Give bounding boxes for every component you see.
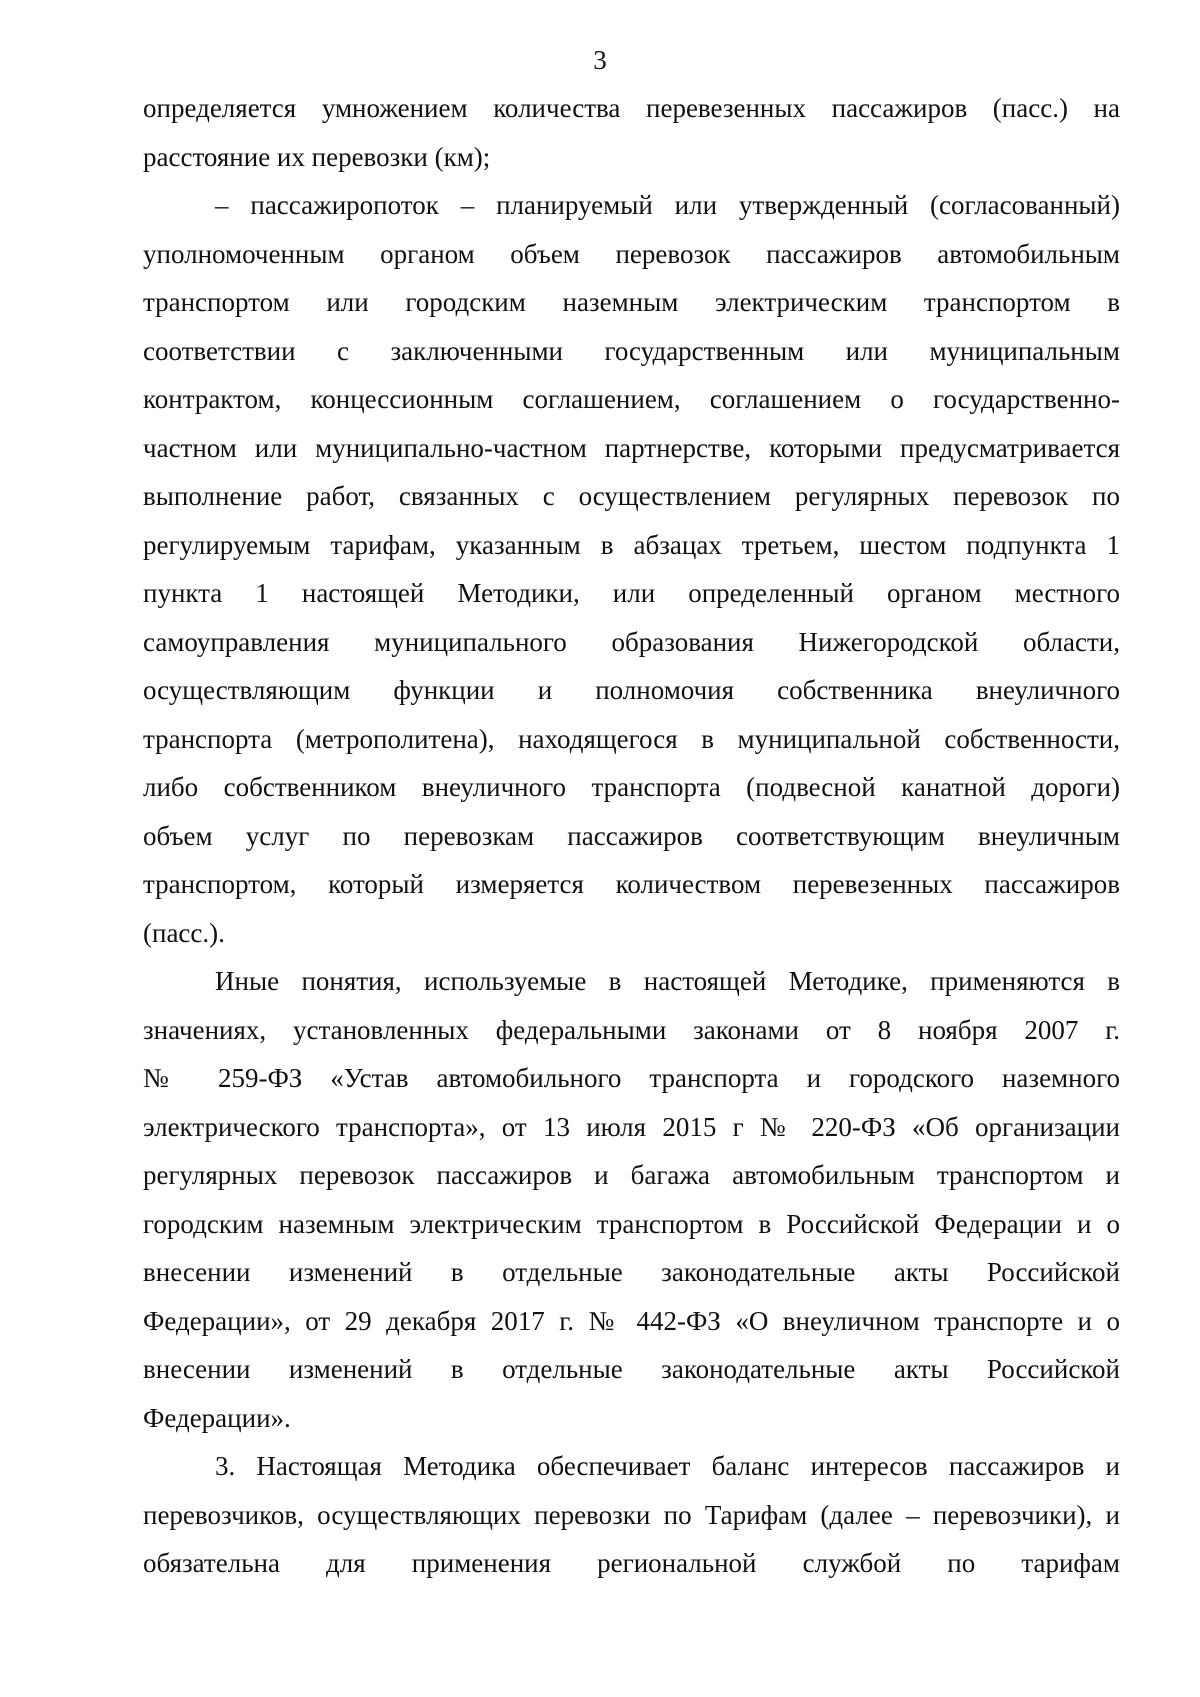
paragraph-line: (пасс.). [143,917,225,948]
paragraph-line: перевозчиков, осуществляющих перевозки по Тарифам (далее – перевозчики), и [143,1499,1120,1530]
paragraph-line: самоуправления муниципального образования Нижегородской области, [143,626,1120,657]
paragraph-line: внесении изменений в отдельные законодательные акты Российской [143,1354,1120,1384]
paragraph-line: выполнение работ, связанных с осуществлением регулярных перевозок по [143,481,1120,511]
paragraph-line: транспорта (метрополитена), находящегося в муниципальной собственности, [143,723,1120,754]
paragraph-line: внесении изменений в отдельные законодательные акты Российской [143,1257,1120,1287]
paragraph-line: либо собственником внеуличного транспорта (подвесной канатной дороги) [143,772,1120,802]
paragraph-line: частном или муниципально-частном партнерстве, которыми предусматривается [143,432,1120,463]
paragraph-line: значениях, установленных федеральными законами от 8 ноября 2007 г. [143,1014,1120,1045]
page-number: 3 [593,45,607,75]
paragraph-line: контрактом, концессионным соглашением, соглашением о государственно- [143,384,1120,414]
paragraph-line: уполномоченным органом объем перевозок пассажиров автомобильным [143,238,1120,269]
paragraph-line: № 259-ФЗ «Устав автомобильного транспорта и городского наземного [143,1063,1120,1093]
paragraph-line: 3. Настоящая Методика обеспечивает баланс интересов пассажиров и [215,1451,1120,1481]
paragraph-line: Федерации», от 29 декабря 2017 г. № 442-ФЗ «О внеуличном транспорте и о [143,1305,1120,1336]
paragraph-line: регулярных перевозок пассажиров и багажа автомобильным транспортом и [143,1160,1120,1190]
paragraph-line: транспортом или городским наземным электрическим транспортом в [143,287,1120,317]
paragraph-line: транспортом, который измеряется количеством перевезенных пассажиров [143,869,1120,899]
paragraph-line: осуществляющим функции и полномочия собственника внеуличного [143,675,1120,705]
paragraph-line: пункта 1 настоящей Методики, или определенный органом местного [143,578,1120,608]
paragraph-line: – пассажиропоток – планируемый или утвержденный (согласованный) [215,190,1120,220]
paragraph-line: Иные понятия, используемые в настоящей Методике, применяются в [215,966,1120,996]
paragraph-line: определяется умножением количества перевезенных пассажиров (пасс.) на [143,93,1120,123]
paragraph-line: соответствии с заключенными государственным или муниципальным [143,335,1120,366]
paragraph-line: регулируемым тарифам, указанным в абзацах третьем, шестом подпункта 1 [143,529,1120,560]
paragraph-line: расстояние их перевозки (км); [143,141,491,172]
paragraph-line: объем услуг по перевозкам пассажиров соответствующим внеуличным [143,820,1120,851]
paragraph-line: городским наземным электрическим транспортом в Российской Федерации и о [143,1208,1120,1239]
paragraph-line: электрического транспорта», от 13 июля 2015 г № 220-ФЗ «Об организации [143,1111,1120,1142]
document-body [143,84,1120,1588]
paragraph-line: Федерации». [143,1402,291,1433]
paragraph-line: обязательна для применения региональной службой по тарифам [143,1548,1120,1578]
